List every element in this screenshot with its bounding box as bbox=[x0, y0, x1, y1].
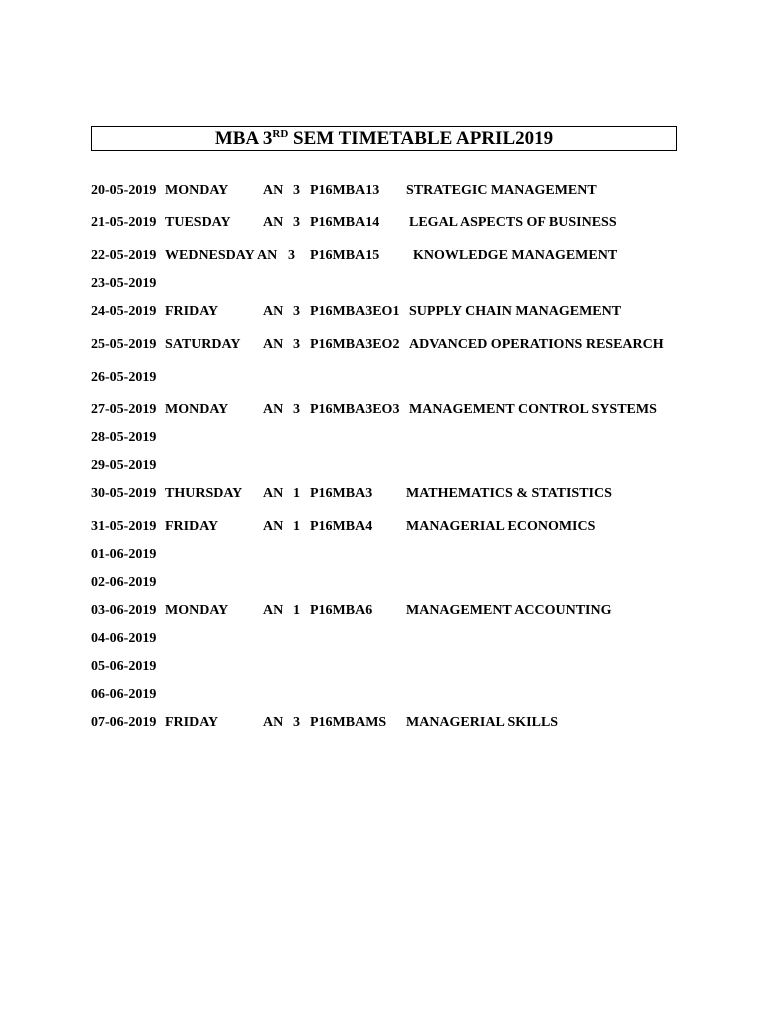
row-semester: 3 bbox=[293, 402, 300, 417]
row-date: 03-06-2019 bbox=[91, 603, 157, 618]
row-semester: 3 bbox=[293, 183, 300, 198]
row-course-code: P16MBA3EO3 bbox=[310, 402, 400, 417]
title-superscript: RD bbox=[272, 128, 289, 140]
row-semester: 3 bbox=[293, 715, 300, 730]
row-semester: 3 bbox=[293, 215, 300, 230]
row-semester: 1 bbox=[293, 603, 300, 618]
title-prefix: MBA 3 bbox=[214, 128, 273, 149]
row-date: 28-05-2019 bbox=[91, 430, 157, 445]
row-session: AN bbox=[263, 337, 284, 352]
row-session: AN bbox=[257, 248, 278, 263]
row-semester: 3 bbox=[293, 337, 300, 352]
row-subject: MANAGERIAL ECONOMICS bbox=[406, 519, 596, 534]
row-day: TUESDAY bbox=[165, 215, 231, 230]
row-session: AN bbox=[263, 183, 284, 198]
row-session: AN bbox=[263, 304, 284, 319]
row-date: 06-06-2019 bbox=[91, 687, 157, 702]
row-date: 05-06-2019 bbox=[91, 659, 157, 674]
row-subject: MANAGERIAL SKILLS bbox=[406, 715, 559, 730]
row-subject: ADVANCED OPERATIONS RESEARCH bbox=[409, 337, 664, 352]
row-session: AN bbox=[263, 486, 284, 501]
row-semester: 3 bbox=[288, 248, 295, 263]
row-date: 27-05-2019 bbox=[91, 402, 157, 417]
row-subject: KNOWLEDGE MANAGEMENT bbox=[413, 248, 618, 263]
row-subject: SUPPLY CHAIN MANAGEMENT bbox=[409, 304, 622, 319]
row-day: FRIDAY bbox=[165, 519, 219, 534]
row-course-code: P16MBA3EO1 bbox=[310, 304, 400, 319]
row-subject: MANAGEMENT CONTROL SYSTEMS bbox=[409, 402, 657, 417]
row-date: 02-06-2019 bbox=[91, 575, 157, 590]
row-date: 25-05-2019 bbox=[91, 337, 157, 352]
row-session: AN bbox=[263, 603, 284, 618]
row-day: FRIDAY bbox=[165, 715, 219, 730]
row-date: 01-06-2019 bbox=[91, 547, 157, 562]
row-subject: STRATEGIC MANAGEMENT bbox=[406, 183, 597, 198]
row-date: 31-05-2019 bbox=[91, 519, 157, 534]
row-session: AN bbox=[263, 402, 284, 417]
row-course-code: P16MBA14 bbox=[310, 215, 380, 230]
row-date: 04-06-2019 bbox=[91, 631, 157, 646]
row-subject: MATHEMATICS & STATISTICS bbox=[406, 486, 612, 501]
row-semester: 3 bbox=[293, 304, 300, 319]
row-date: 30-05-2019 bbox=[91, 486, 157, 501]
row-day: MONDAY bbox=[165, 183, 229, 198]
row-date: 29-05-2019 bbox=[91, 458, 157, 473]
row-day: SATURDAY bbox=[165, 337, 241, 352]
page-title bbox=[91, 126, 677, 151]
row-day: WEDNESDAY bbox=[165, 248, 255, 263]
row-date: 21-05-2019 bbox=[91, 215, 157, 230]
row-session: AN bbox=[263, 519, 284, 534]
row-semester: 1 bbox=[293, 519, 300, 534]
row-course-code: P16MBA6 bbox=[310, 603, 373, 618]
row-course-code: P16MBA4 bbox=[310, 519, 373, 534]
row-course-code: P16MBA3 bbox=[310, 486, 373, 501]
row-session: AN bbox=[263, 715, 284, 730]
row-day: FRIDAY bbox=[165, 304, 219, 319]
row-day: MONDAY bbox=[165, 603, 229, 618]
title-suffix: SEM TIMETABLE APRIL2019 bbox=[288, 128, 554, 149]
row-date: 22-05-2019 bbox=[91, 248, 157, 263]
row-date: 23-05-2019 bbox=[91, 276, 157, 291]
row-subject: MANAGEMENT ACCOUNTING bbox=[406, 603, 612, 618]
row-course-code: P16MBA13 bbox=[310, 183, 380, 198]
row-course-code: P16MBA15 bbox=[310, 248, 380, 263]
row-date: 07-06-2019 bbox=[91, 715, 157, 730]
row-semester: 1 bbox=[293, 486, 300, 501]
row-course-code: P16MBAMS bbox=[310, 715, 387, 730]
row-day: MONDAY bbox=[165, 402, 229, 417]
row-date: 24-05-2019 bbox=[91, 304, 157, 319]
row-course-code: P16MBA3EO2 bbox=[310, 337, 400, 352]
row-date: 20-05-2019 bbox=[91, 183, 157, 198]
row-day: THURSDAY bbox=[165, 486, 243, 501]
row-subject: LEGAL ASPECTS OF BUSINESS bbox=[409, 215, 617, 230]
row-date: 26-05-2019 bbox=[91, 370, 157, 385]
row-session: AN bbox=[263, 215, 284, 230]
